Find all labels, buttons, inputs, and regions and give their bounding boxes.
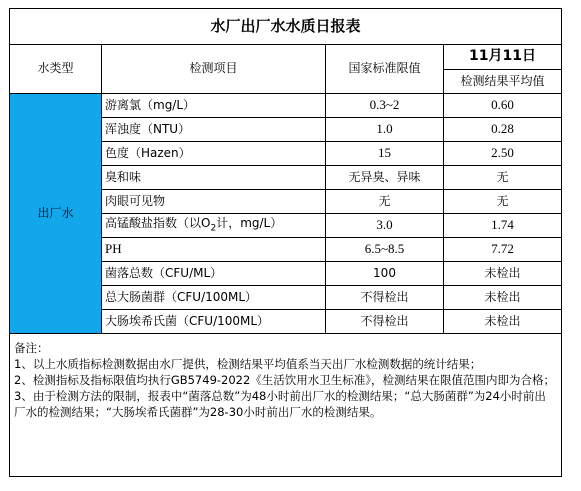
standard-cell: 不得检出 bbox=[326, 286, 444, 310]
standard-cell: 6.5~8.5 bbox=[326, 238, 444, 262]
result-cell: 未检出 bbox=[444, 262, 562, 286]
item-cell: PH bbox=[102, 238, 326, 262]
standard-cell: 无异臭、异味 bbox=[326, 166, 444, 190]
notes-line-3: 3、由于检测方法的限制，报表中“菌落总数”为48小时前出厂水的检测结果；“总大肠菌群”为24小时前出厂水的检测结果；“大肠埃希氏菌群”为28-30小时前出厂水的检测结果。 bbox=[14, 389, 546, 419]
header-result: 检测结果平均值 bbox=[444, 70, 562, 94]
header-water-type: 水类型 bbox=[10, 45, 102, 94]
notes-line-2: 2、检测指标及指标限值均执行GB5749-2022《生活饮用水卫生标准》，检测结果在限值范围内即为合格； bbox=[14, 373, 556, 387]
item-cell: 总大肠菌群（CFU/100ML） bbox=[102, 286, 326, 310]
result-cell: 无 bbox=[444, 166, 562, 190]
standard-cell: 100 bbox=[326, 262, 444, 286]
standard-cell: 不得检出 bbox=[326, 310, 444, 334]
item-cell: 浑浊度（NTU） bbox=[102, 118, 326, 142]
item-cell: 肉眼可见物 bbox=[102, 190, 326, 214]
item-cell: 菌落总数（CFU/ML） bbox=[102, 262, 326, 286]
report-title: 水厂出厂水水质日报表 bbox=[10, 9, 562, 45]
result-cell: 未检出 bbox=[444, 286, 562, 310]
notes-line-1: 1、以上水质指标检测数据由水厂提供，检测结果平均值系当天出厂水检测数据的统计结果； bbox=[14, 357, 482, 371]
item-cell: 臭和味 bbox=[102, 166, 326, 190]
standard-cell: 0.3~2 bbox=[326, 94, 444, 118]
item-cell-prefix: 高锰酸盐指数（以O bbox=[105, 215, 211, 230]
result-cell: 2.50 bbox=[444, 142, 562, 166]
item-cell bbox=[102, 214, 326, 238]
standard-cell: 1.0 bbox=[326, 118, 444, 142]
result-cell: 1.74 bbox=[444, 214, 562, 238]
standard-cell: 无 bbox=[326, 190, 444, 214]
item-cell: 大肠埃希氏菌（CFU/100ML） bbox=[102, 310, 326, 334]
result-cell: 7.72 bbox=[444, 238, 562, 262]
result-cell: 无 bbox=[444, 190, 562, 214]
notes-heading: 备注： bbox=[14, 341, 49, 355]
header-date: 11月11日 bbox=[444, 45, 562, 70]
item-cell-suffix: 计，mg/L） bbox=[216, 215, 283, 230]
result-cell: 未检出 bbox=[444, 310, 562, 334]
item-cell-subscript: 2 bbox=[210, 223, 217, 234]
header-item: 检测项目 bbox=[102, 45, 326, 94]
result-cell: 0.60 bbox=[444, 94, 562, 118]
water-quality-report-table bbox=[9, 8, 562, 477]
notes-section bbox=[10, 334, 562, 477]
standard-cell: 15 bbox=[326, 142, 444, 166]
item-cell: 色度（Hazen） bbox=[102, 142, 326, 166]
standard-cell: 3.0 bbox=[326, 214, 444, 238]
header-standard: 国家标准限值 bbox=[326, 45, 444, 94]
item-cell: 游离氯（mg/L） bbox=[102, 94, 326, 118]
category-cell: 出厂水 bbox=[10, 94, 102, 334]
table-row bbox=[10, 94, 562, 118]
result-cell: 0.28 bbox=[444, 118, 562, 142]
